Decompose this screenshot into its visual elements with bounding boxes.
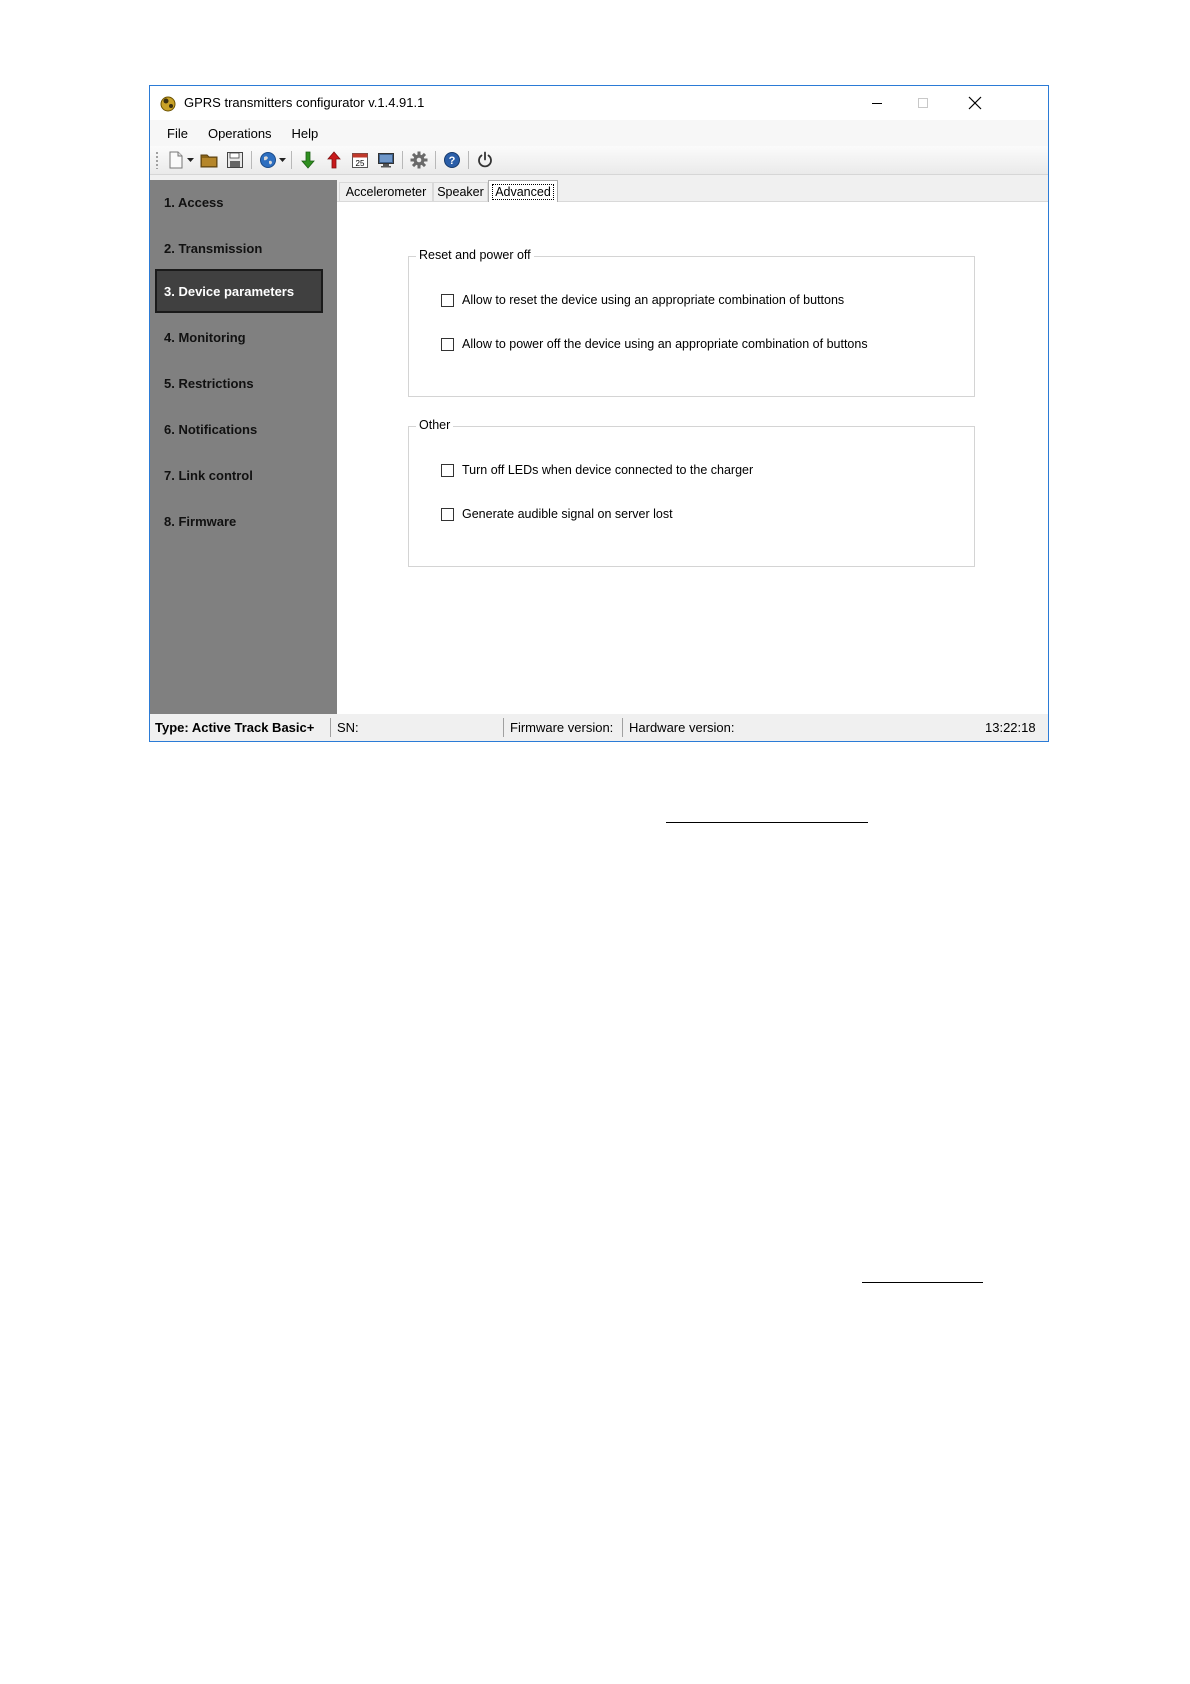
menu-help[interactable]: Help <box>291 125 319 141</box>
checkbox-turn-off-leds[interactable] <box>441 463 753 477</box>
status-separator <box>503 718 504 737</box>
groupbox-other <box>408 418 975 567</box>
menu-operations[interactable]: Operations <box>207 125 272 141</box>
tab-label: Speaker <box>437 185 484 199</box>
toolbar-separator <box>291 151 292 169</box>
close-button[interactable] <box>952 86 998 120</box>
toolbar-grip[interactable] <box>155 151 159 169</box>
checkbox-label: Allow to reset the device using an appropriate combination of buttons <box>462 293 845 307</box>
sidebar-item-label: 3. Device parameters <box>164 283 295 299</box>
tab-accelerometer[interactable] <box>339 182 433 201</box>
monitor-icon[interactable] <box>376 150 396 170</box>
checkbox[interactable] <box>441 508 454 521</box>
sidebar-item-restrictions[interactable] <box>155 361 323 405</box>
status-separator <box>622 718 623 737</box>
window-title: GPRS transmitters configurator v.1.4.91.1 <box>184 95 425 110</box>
tab-label: Accelerometer <box>345 185 427 199</box>
menu-file[interactable]: File <box>167 125 188 141</box>
title-bar[interactable] <box>150 86 1048 120</box>
sidebar-item-notifications[interactable] <box>155 407 323 451</box>
status-device-type: Type: Active Track Basic+ <box>155 720 315 735</box>
globe-dropdown-icon[interactable] <box>279 150 286 170</box>
tab-speaker[interactable] <box>433 182 488 201</box>
sidebar-item-label: 5. Restrictions <box>164 375 254 391</box>
sidebar-item-transmission[interactable] <box>155 226 323 270</box>
calendar-day: 25 <box>355 159 365 168</box>
open-folder-icon[interactable] <box>199 150 219 170</box>
gear-icon[interactable] <box>409 150 429 170</box>
toolbar-separator <box>251 151 252 169</box>
status-firmware-version: Firmware version: <box>510 720 614 735</box>
status-clock: 13:22:18 <box>985 720 1036 735</box>
configurator-window <box>149 85 1049 742</box>
tab-advanced[interactable] <box>488 180 558 202</box>
checkbox-label: Allow to power off the device using an appropriate combination of buttons <box>462 337 868 351</box>
sidebar-item-monitoring[interactable] <box>155 315 323 359</box>
groupbox-reset-power-off <box>408 248 975 397</box>
checkbox-allow-power-off[interactable] <box>441 337 868 351</box>
sidebar <box>150 180 337 714</box>
app-icon <box>159 94 177 112</box>
sidebar-item-label: 2. Transmission <box>164 240 263 256</box>
tab-label: Advanced <box>492 184 554 200</box>
content-panel <box>337 180 1048 714</box>
sidebar-item-label: 1. Access <box>164 194 224 210</box>
sidebar-item-firmware[interactable] <box>155 499 323 543</box>
sidebar-item-device-parameters[interactable] <box>155 269 323 313</box>
toolbar-separator <box>435 151 436 169</box>
new-file-icon[interactable] <box>166 150 186 170</box>
sidebar-item-label: 6. Notifications <box>164 421 258 437</box>
underline-mark <box>666 822 868 823</box>
minimize-button[interactable] <box>854 86 900 120</box>
menu-bar <box>150 120 1048 146</box>
checkbox-label: Turn off LEDs when device connected to the charger <box>462 463 754 477</box>
sidebar-item-access[interactable] <box>155 180 323 224</box>
sidebar-item-label: 4. Monitoring <box>164 329 246 345</box>
toolbar-separator <box>402 151 403 169</box>
toolbar <box>150 146 1048 175</box>
toolbar-separator <box>468 151 469 169</box>
checkbox[interactable] <box>441 338 454 351</box>
globe-icon[interactable] <box>258 150 278 170</box>
save-icon[interactable] <box>225 150 245 170</box>
upload-arrow-icon[interactable] <box>324 150 344 170</box>
new-file-dropdown-icon[interactable] <box>187 150 194 170</box>
underline-mark <box>862 1282 983 1283</box>
sidebar-item-label: 8. Firmware <box>164 513 237 529</box>
sidebar-item-label: 7. Link control <box>164 467 253 483</box>
help-icon[interactable] <box>442 150 462 170</box>
checkbox[interactable] <box>441 294 454 307</box>
calendar-icon[interactable] <box>350 150 370 170</box>
status-separator <box>330 718 331 737</box>
groupbox-title: Reset and power off <box>416 248 534 262</box>
power-icon[interactable] <box>475 150 495 170</box>
checkbox-audible-signal[interactable] <box>441 507 673 521</box>
checkbox[interactable] <box>441 464 454 477</box>
checkbox-allow-reset[interactable] <box>441 293 844 307</box>
svg-text:?: ? <box>448 155 456 167</box>
download-arrow-icon[interactable] <box>298 150 318 170</box>
status-serial-number: SN: <box>337 720 359 735</box>
checkbox-label: Generate audible signal on server lost <box>462 507 673 521</box>
tab-strip <box>337 180 1048 202</box>
groupbox-title: Other <box>416 418 453 432</box>
maximize-button[interactable] <box>900 86 946 120</box>
status-hardware-version: Hardware version: <box>629 720 735 735</box>
sidebar-item-link-control[interactable] <box>155 453 323 497</box>
status-bar <box>150 714 1048 741</box>
